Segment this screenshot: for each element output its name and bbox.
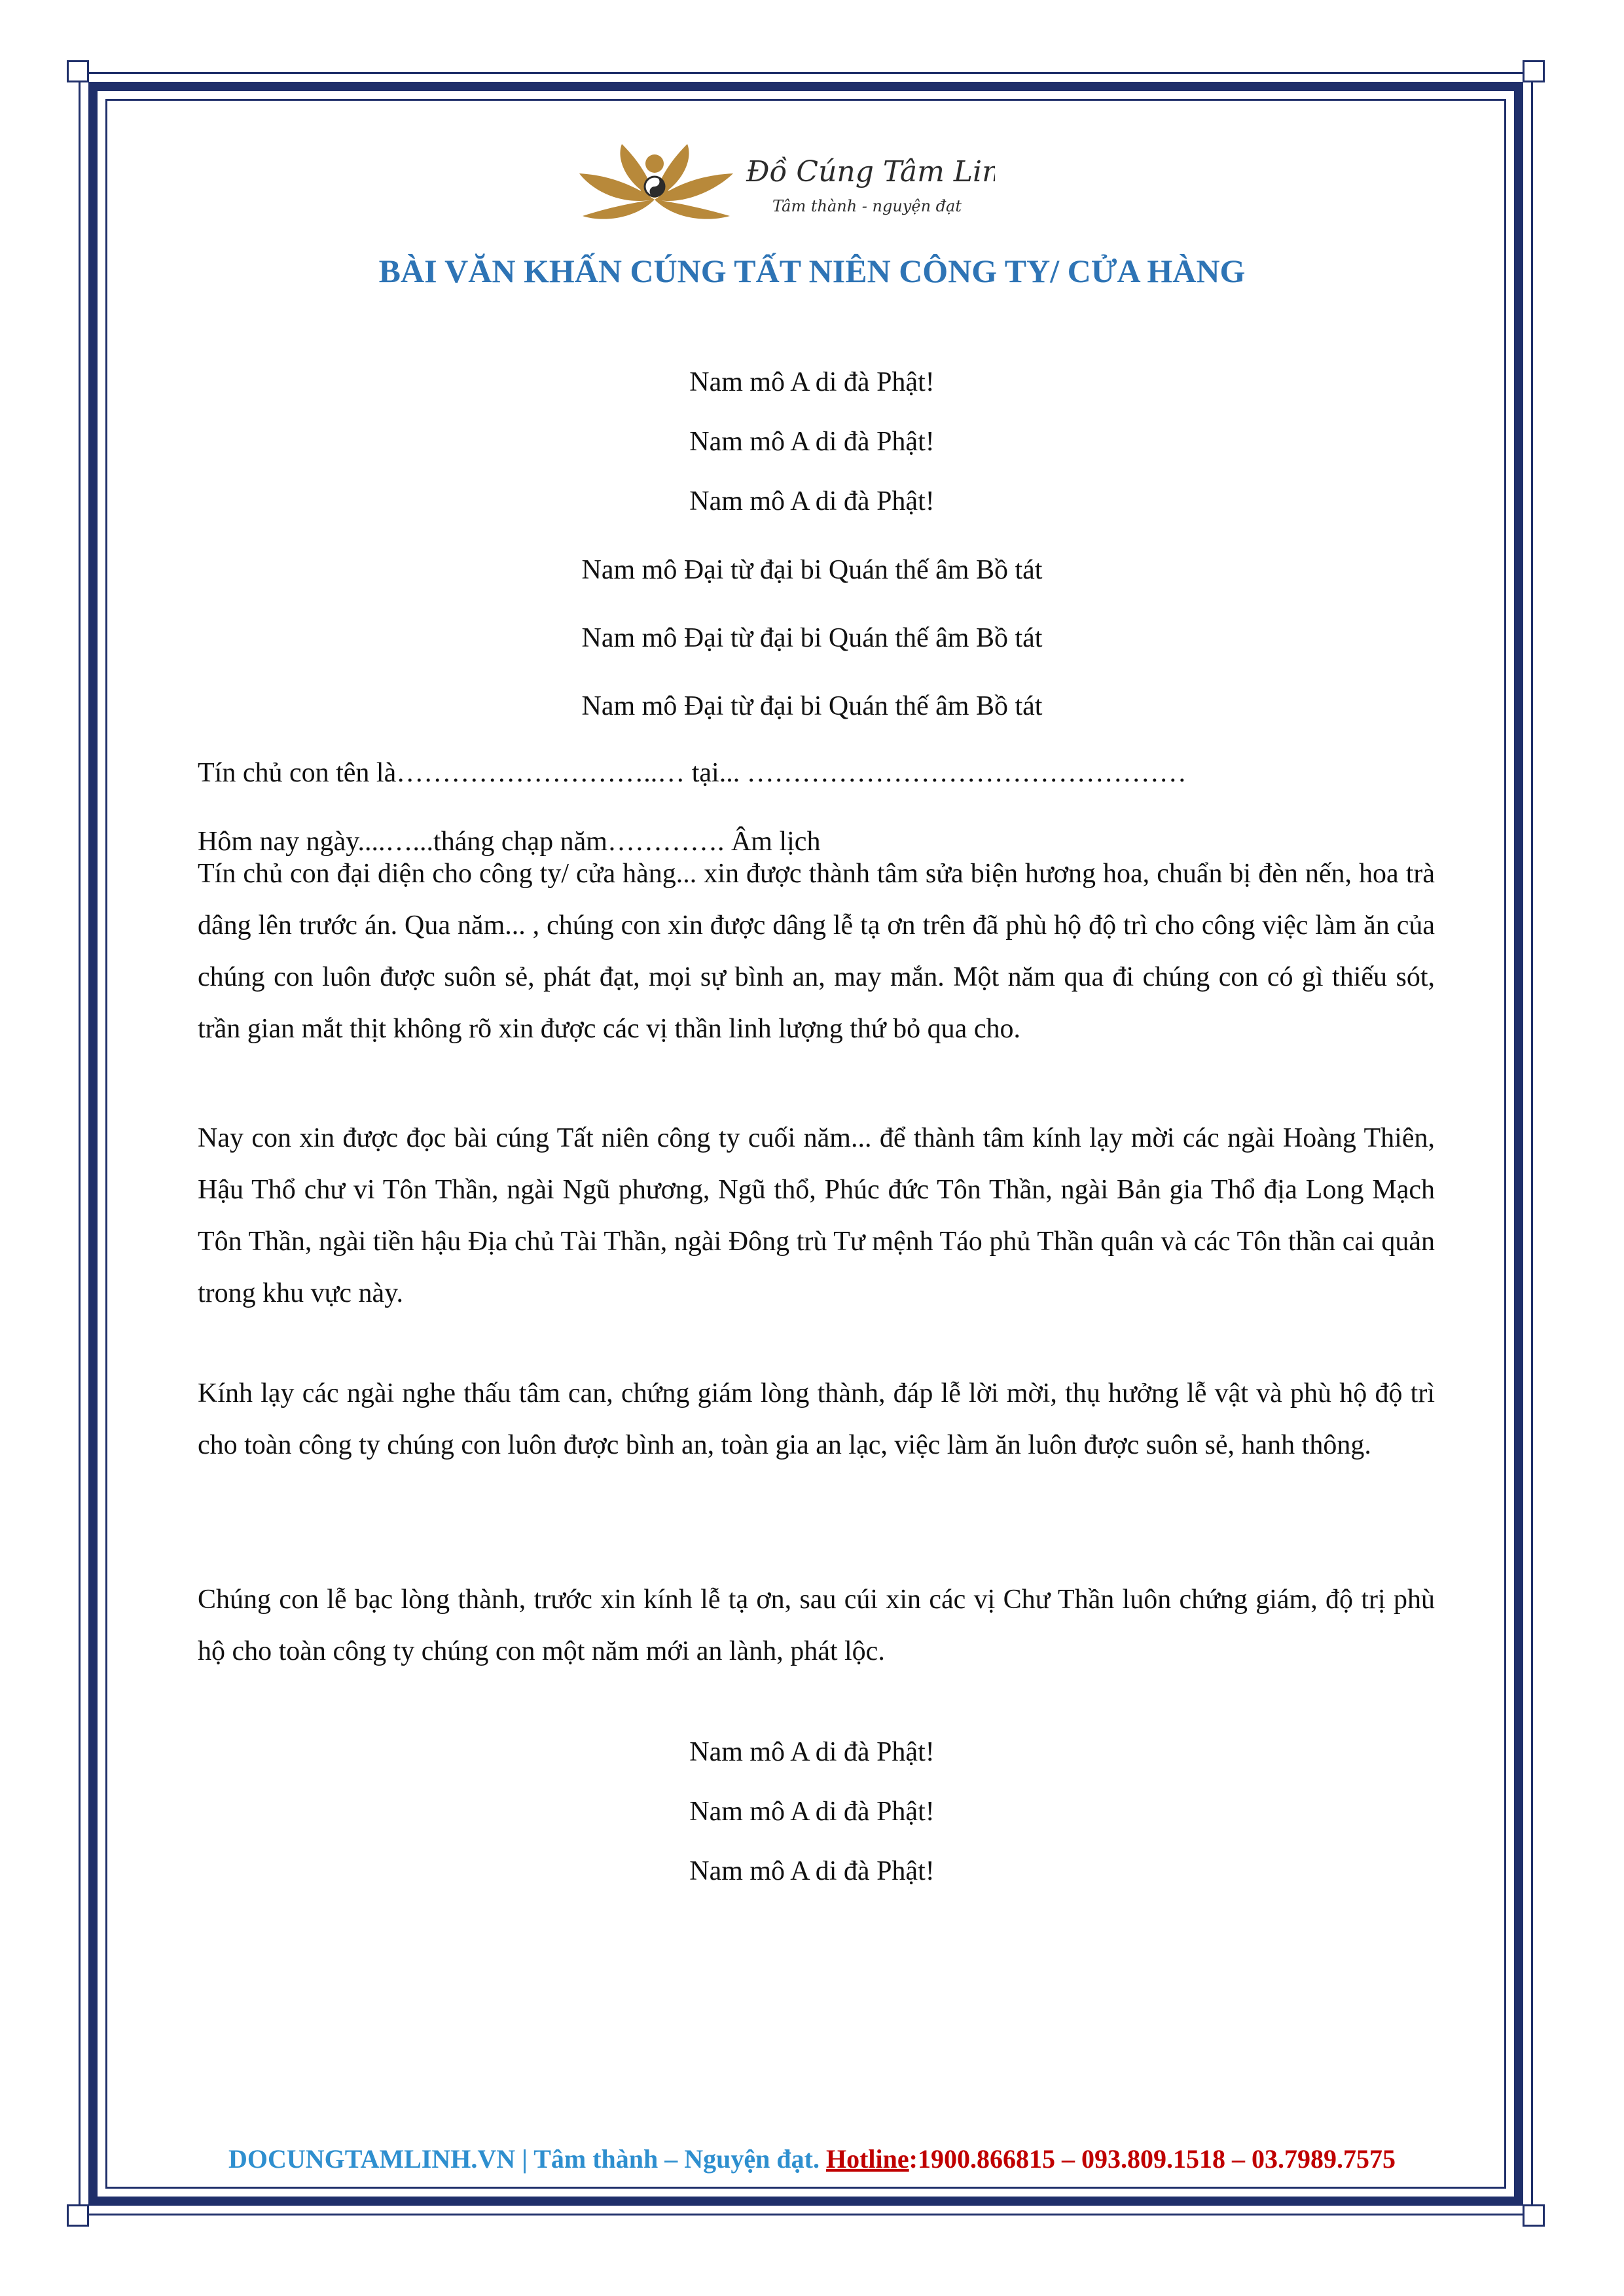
- footer-hotline-label[interactable]: Hotline: [826, 2144, 909, 2174]
- date-field-line: Hôm nay ngày....…...tháng chạp năm…………. Âm lịch: [198, 827, 821, 857]
- brand-logo: [576, 134, 995, 232]
- border-corner-bottom-left: [67, 2204, 89, 2227]
- logo-tagline: Tâm thành - nguyện đạt: [772, 197, 962, 215]
- opening-bodhisattva-1: Nam mô Đại từ đại bi Quán thế âm Bồ tát: [581, 555, 1043, 585]
- opening-amitabha-3: Nam mô A di đà Phật!: [689, 486, 935, 516]
- paragraph-blessing: Kính lạy các ngài nghe thấu tâm can, chứng giám lòng thành, đáp lễ lời mời, thụ hưởng lễ vật và phù hộ độ trì cho toàn công ty chúng con luôn được bình an, toàn gia an lạc, việc làm ăn luôn được suôn sẻ, hanh thông.: [198, 1378, 1435, 1460]
- logo-brand-text: Đồ Cúng Tâm Linh: [746, 155, 995, 188]
- lotus-logo-icon: [576, 134, 995, 232]
- opening-bodhisattva-3: Nam mô Đại từ đại bi Quán thế âm Bồ tát: [581, 691, 1043, 721]
- border-corner-top-right: [1523, 60, 1545, 82]
- closing-amitabha-2: Nam mô A di đà Phật!: [689, 1797, 935, 1827]
- opening-amitabha-2: Nam mô A di đà Phật!: [689, 427, 935, 457]
- paragraph-gratitude: Chúng con lễ bạc lòng thành, trước xin kính lễ tạ ơn, sau cúi xin các vị Chư Thần luôn chứng giám, độ trị phù hộ cho toàn công ty chúng con một năm mới an lành, phát lộc.: [198, 1585, 1435, 1666]
- closing-amitabha-1: Nam mô A di đà Phật!: [689, 1737, 935, 1767]
- paragraph-offering: Tín chủ con đại diện cho công ty/ cửa hàng... xin được thành tâm sửa biện hương hoa, chuẩn bị đèn nến, hoa trà dâng lên trước án. Qua năm... , chúng con xin được dâng lễ tạ ơn trên đã phù hộ độ trì cho công việc làm ăn của chúng con luôn được suôn sẻ, phát đạt, mọi sự bình an, may mắn. Một năm qua đi chúng con có gì thiếu sót, trần gian mắt thịt không rõ xin được các vị thần linh lượng thứ bỏ qua cho.: [198, 859, 1435, 1044]
- closing-amitabha-3: Nam mô A di đà Phật!: [689, 1856, 935, 1886]
- footer-site[interactable]: DOCUNGTAMLINH.VN | Tâm thành – Nguyện đạt.: [228, 2144, 820, 2174]
- footer-contact: [0, 2144, 1624, 2174]
- name-field-line: Tín chủ con tên là………………………..… tại... …………………………………………: [198, 758, 1187, 788]
- border-corner-top-left: [67, 60, 89, 82]
- opening-bodhisattva-2: Nam mô Đại từ đại bi Quán thế âm Bồ tát: [581, 623, 1043, 653]
- paragraph-invitation: Nay con xin được đọc bài cúng Tất niên công ty cuối năm... để thành tâm kính lạy mời các ngài Hoàng Thiên, Hậu Thổ chư vi Tôn Thần, ngài Ngũ phương, Ngũ thổ, Phúc đức Tôn Thần, ngài Bản gia Thổ địa Long Mạch Tôn Thần, ngài tiền hậu Địa chủ Tài Thần, ngài Đông trù Tư mệnh Táo phủ Thần quân và các Tôn thần cai quản trong khu vực này.: [198, 1123, 1435, 1308]
- opening-amitabha-1: Nam mô A di đà Phật!: [689, 367, 935, 397]
- footer-hotline-numbers[interactable]: :1900.866815 – 093.809.1518 – 03.7989.7575: [909, 2144, 1396, 2174]
- document-title: BÀI VĂN KHẤN CÚNG TẤT NIÊN CÔNG TY/ CỬA HÀNG: [378, 253, 1246, 289]
- border-corner-bottom-right: [1523, 2204, 1545, 2227]
